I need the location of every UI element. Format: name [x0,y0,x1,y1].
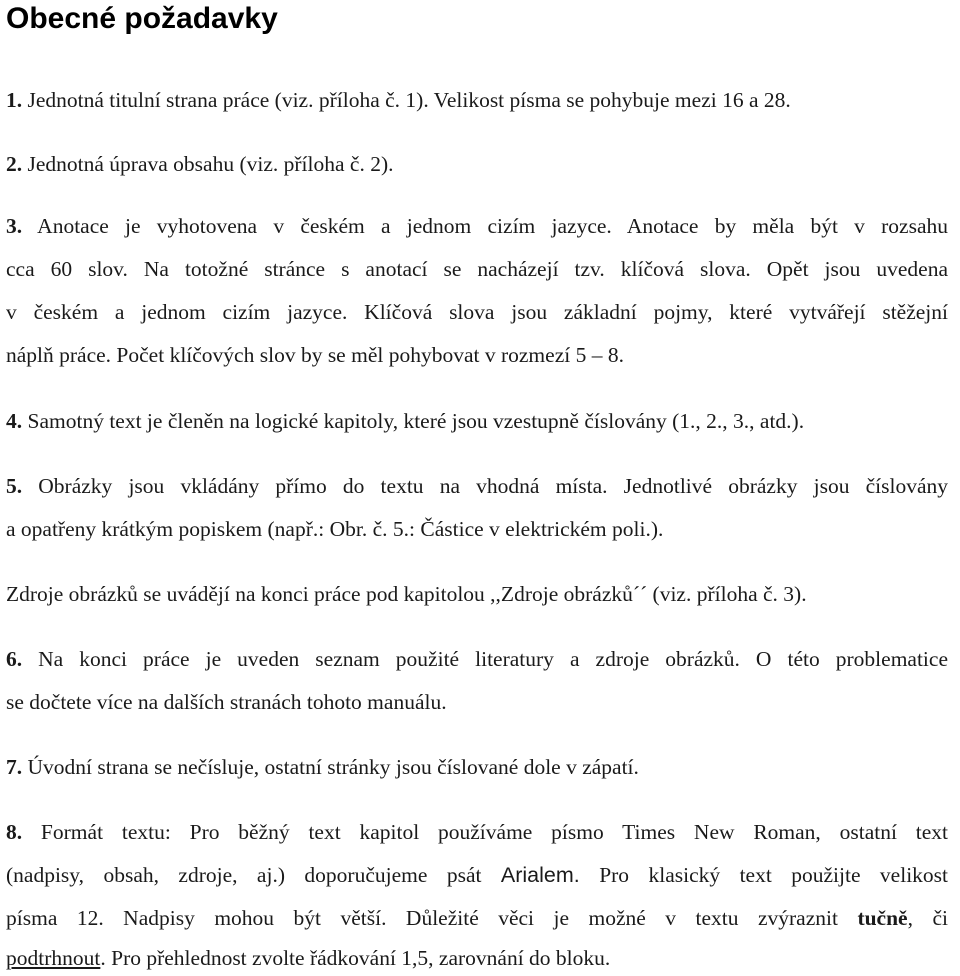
item-text: Na konci práce je uveden seznam použité literatury a zdroje obrázků. O této problematice [22,647,948,671]
item-text: , či [907,906,948,930]
underline-sample-text: podtrhnout [6,946,101,970]
item-text: (nadpisy, obsah, zdroje, aj.) doporučujeme psát [6,863,501,887]
list-item-8-line-2 [6,861,948,889]
item-text: písma 12. Nadpisy mohou být větší. Důležité věci je možné v textu zvýraznit [6,906,858,930]
item-text: Samotný text je členěn na logické kapitoly, které jsou vzestupně číslovány (1., 2., 3., atd.). [22,409,805,433]
item-text: Jednotná úprava obsahu (viz. příloha č. 2). [22,152,394,176]
bold-sample-text: tučně [857,906,908,930]
list-item-3-line-1 [6,212,948,240]
item-number: 7. [6,755,23,779]
arial-sample-text: Arialem. [500,863,580,887]
list-item-5-line-1 [6,472,948,500]
page-title: Obecné požadavky [6,2,278,35]
item-number: 5. [6,474,23,498]
list-item-2 [6,150,948,178]
item-number: 1. [6,88,23,112]
item-number: 3. [6,214,23,238]
list-item-4 [6,407,948,435]
list-item-8-line-4 [6,944,948,972]
list-item-8-line-3 [6,904,948,932]
item-text: Formát textu: Pro běžný text kapitol používáme písmo Times New Roman, ostatní text [22,820,948,844]
list-item-5-line-2: a opatřeny krátkým popiskem (např.: Obr. č. 5.: Částice v elektrickém poli.). [6,517,664,541]
item-number: 4. [6,409,23,433]
list-item-3-line-3: v českém a jednom cizím jazyce. Klíčová slova jsou základní pojmy, které vytvářejí stěžejní [6,300,948,324]
item-text: . Pro přehlednost zvolte řádkování 1,5, zarovnání do bloku. [100,946,611,970]
list-item-3-line-4: náplň práce. Počet klíčových slov by se měl pohybovat v rozmezí 5 – 8. [6,343,624,367]
list-item-6-line-1 [6,645,948,673]
list-item-7 [6,753,948,781]
item-number: 8. [6,820,23,844]
list-item-6-line-2: se dočtete více na dalších stranách tohoto manuálu. [6,690,447,714]
item-text: Obrázky jsou vkládány přímo do textu na vhodná místa. Jednotlivé obrázky jsou číslovány [22,474,948,498]
list-item-5-line-3: Zdroje obrázků se uvádějí na konci práce pod kapitolou ,,Zdroje obrázků´´ (viz. příloha č. 3). [6,582,807,606]
list-item-8-line-1 [6,818,948,846]
item-text: Úvodní strana se nečísluje, ostatní stránky jsou číslované dole v zápatí. [22,755,639,779]
item-number: 6. [6,647,23,671]
item-text: Jednotná titulní strana práce (viz. příloha č. 1). Velikost písma se pohybuje mezi 16 a 28. [22,88,791,112]
item-number: 2. [6,152,23,176]
list-item-3-line-2: cca 60 slov. Na totožné stránce s anotací se nacházejí tzv. klíčová slova. Opět jsou uvedena [6,257,948,281]
item-text: Anotace je vyhotovena v českém a jednom cizím jazyce. Anotace by měla být v rozsahu [22,214,948,238]
item-text: Pro klasický text použijte velikost [579,863,949,887]
list-item-1 [6,86,948,114]
